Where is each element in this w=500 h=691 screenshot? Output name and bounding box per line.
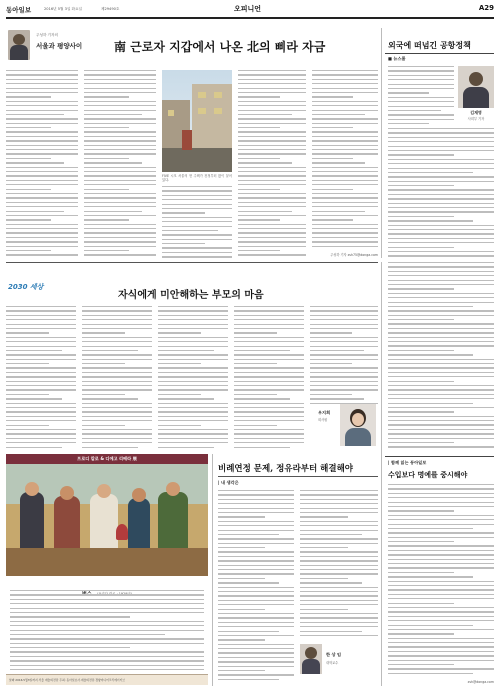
- painting-description: [10, 590, 204, 670]
- columnist-title: 서울과 평양사이: [36, 42, 83, 50]
- main-article-photo: [162, 70, 232, 172]
- letter-email: zsh@donga.com: [467, 680, 494, 684]
- essay-2030-author: 우지희: [318, 410, 331, 415]
- columnist-box: [6, 30, 106, 64]
- main-article-body-col5: [312, 70, 378, 250]
- main-article-body-col1: [6, 70, 78, 260]
- editorial-headline: 비례연정 문제, 정유라부터 해결해야: [218, 464, 354, 474]
- essay-2030-body-col4: [234, 306, 304, 450]
- newsroom-tag: ■ 뉴스룸: [388, 56, 406, 61]
- essay-2030-author-role: 회사원: [318, 418, 328, 422]
- editorial-author-role: 대학교수: [326, 661, 339, 665]
- essay-2030-body-col1: [6, 306, 76, 450]
- right-column-body-top: [388, 66, 454, 126]
- right-column-body-col2: [388, 262, 494, 452]
- columnist-photo: [8, 30, 30, 60]
- editorial-author-photo: [300, 644, 322, 674]
- paper-name: 동아일보: [6, 6, 32, 14]
- letter-body: [388, 484, 494, 676]
- letter-headline: 수입보다 명예를 중시해야: [388, 470, 468, 479]
- essay-2030-label: 2030 세상: [8, 283, 44, 291]
- editorial-tag: | 내 생각은: [218, 480, 239, 485]
- main-photo-caption: FIVE 시모 서울의 현 주택가 천정부터 많이 붙어 있다.: [162, 174, 232, 182]
- masthead-date: 2016년 5월 3일 화요일: [44, 6, 82, 11]
- painting-footer-bar: [6, 674, 208, 685]
- masthead-issue: 제29490호: [101, 6, 120, 11]
- main-article-byline: 주성하 기자 zsh75@donga.com: [330, 253, 378, 257]
- cartoon-header-bar: [6, 454, 208, 464]
- painting-footer: 날짜 2016.5월3일까지 서울 예술의전당 주최: 동아일보사·예술의전당·경향미디어크리에이티브: [9, 678, 125, 682]
- painting-bus: [6, 464, 208, 576]
- cartoon-header: 프로디 칼로 & 디에고 리베라 展: [77, 456, 137, 461]
- right-column-header: 외국에 떠넘긴 공항정책: [388, 41, 471, 50]
- right-column-author-photo: [458, 66, 494, 108]
- columnist-role: 주성하 기자의: [36, 33, 58, 37]
- masthead-rule: [6, 17, 494, 19]
- main-article-body-col4: [238, 70, 306, 260]
- right-column-body-col1: [388, 128, 494, 260]
- editorial-body-col1: [218, 490, 294, 684]
- letter-tag: | 함께 읽는 동아일보: [388, 460, 427, 465]
- page-number: A29: [478, 4, 494, 12]
- main-article-body-col2: [84, 70, 156, 260]
- essay-2030-body-col2: [82, 306, 152, 450]
- essay-2030-headline: 자식에게 미안해하는 부모의 마음: [118, 290, 264, 301]
- masthead: [6, 3, 494, 17]
- essay-2030-body-col5: [310, 306, 378, 406]
- essay-2030-body-col3: [158, 306, 228, 450]
- editorial-body-col2: [300, 490, 378, 640]
- main-headline: 南 근로자 지갑에서 나온 北의 삐라 자금: [114, 40, 326, 54]
- main-article-body-col3: [162, 186, 232, 260]
- right-column-author: 김재영: [470, 110, 482, 115]
- right-column-author-role: 사회부 기자: [467, 117, 485, 121]
- editorial-author: 한 상 임: [326, 652, 342, 657]
- section-name: 오피니언: [234, 5, 262, 13]
- essay-2030-author-photo: [340, 404, 376, 446]
